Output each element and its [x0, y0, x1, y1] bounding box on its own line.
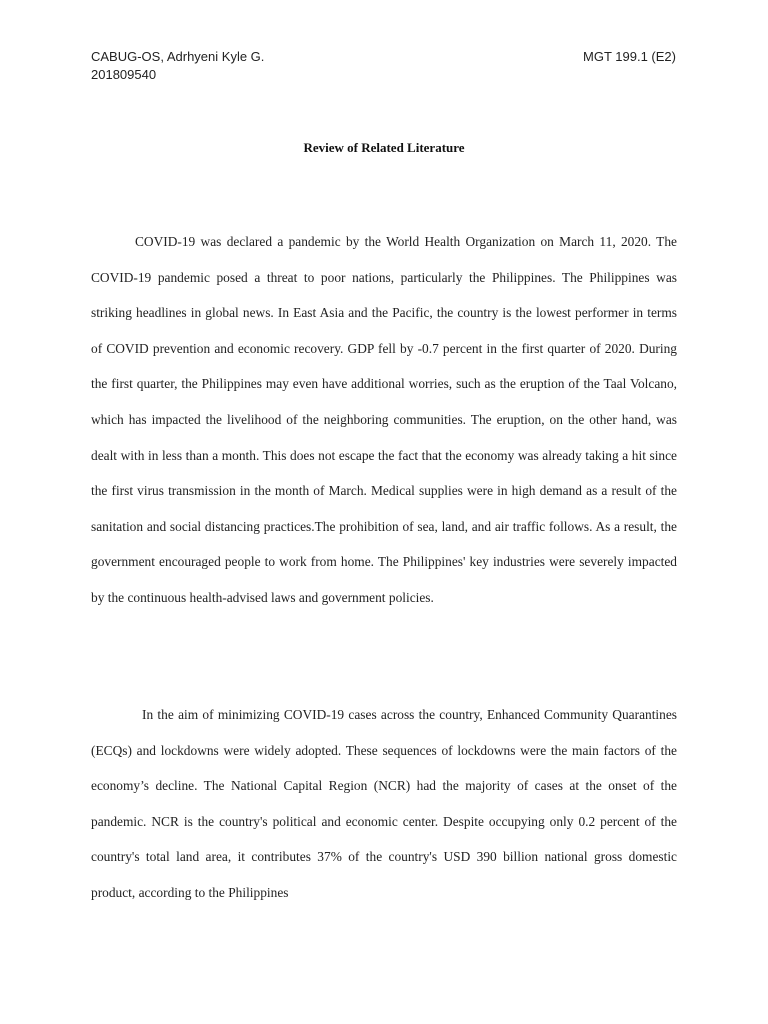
- author-name: CABUG-OS, Adrhyeni Kyle G.: [91, 49, 265, 64]
- document-title: Review of Related Literature: [303, 140, 465, 155]
- student-number: 201809540: [91, 67, 157, 82]
- header-author-block: [91, 48, 264, 84]
- course-code: MGT 199.1 (E2): [583, 49, 676, 64]
- paragraph-1: COVID-19 was declared a pandemic by the World Health Organization on March 11, 2020. The COVID-19 pandemic posed a threat to poor nations, particularly the Philippines. The Philippines was striking headlines in global news. In East Asia and the Pacific, the country is the lowest performer in terms of COVID prevention and economic recovery. GDP fell by -0.7 percent in the first quarter of 2020. During the first quarter, the Philippines may even have additional worries, such as the eruption of the Taal Volcano, which has impacted the livelihood of the neighboring communities. The eruption, on the other hand, was dealt with in less than a month. This does not escape the fact that the economy was already taking a hit since the first virus transmission in the month of March. Medical supplies were in high demand as a result of the sanitation and social distancing practices.The prohibition of sea, land, and air traffic follows. As a result, the government encouraged people to work from home. The Philippines' key industries were severely impacted by the continuous health-advised laws and government policies.: [91, 234, 677, 605]
- paragraph-2: In the aim of minimizing COVID-19 cases across the country, Enhanced Community Quarantines (ECQs) and lockdowns were widely adopted. These sequences of lockdowns were the main factors of the economy’s decline. The National Capital Region (NCR) had the majority of cases at the onset of the pandemic. NCR is the country's political and economic center. Despite occupying only 0.2 percent of the country's total land area, it contributes 37% of the country's USD 390 billion national gross domestic product, according to the Philippines: [91, 707, 677, 900]
